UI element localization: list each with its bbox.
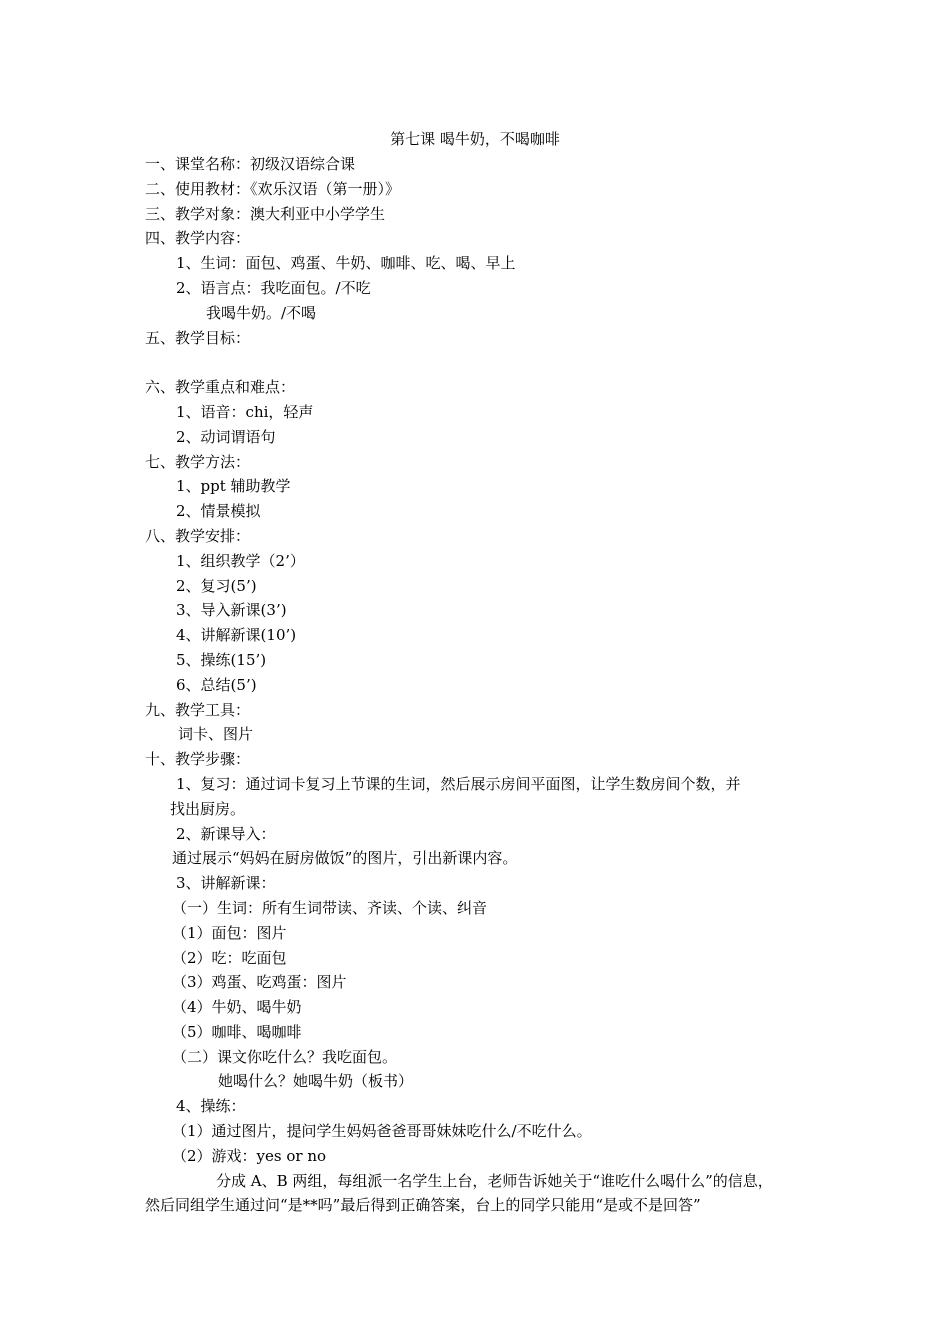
schedule-item-5: 5、操练(15’) — [176, 650, 267, 669]
schedule-item-1: 1、组织教学（2’） — [176, 551, 305, 570]
vocab-item-2: （2）吃：吃面包 — [172, 948, 287, 967]
text-heading: （二）课文你吃什么？我吃面包。 — [172, 1047, 398, 1066]
step-practice: 4、操练： — [176, 1097, 246, 1116]
schedule-item-3: 3、导入新课(3’) — [176, 601, 287, 620]
step-new-lesson: 3、讲解新课： — [176, 874, 276, 893]
schedule-item-4: 4、讲解新课(10’) — [176, 626, 297, 645]
content-item-grammar: 2、语言点：我吃面包。/不吃 — [176, 278, 371, 297]
method-item-2: 2、情景模拟 — [176, 502, 261, 521]
blank-line — [0, 350, 950, 375]
section-heading-10: 十、教学步骤： — [145, 750, 251, 769]
schedule-item-2: 2、复习(5’) — [176, 576, 257, 595]
vocab-item-3: （3）鸡蛋、吃鸡蛋：图片 — [172, 973, 347, 992]
step-intro-detail: 通过展示“妈妈在厨房做饭”的图片，引出新课内容。 — [172, 849, 518, 868]
section-heading-6: 六、教学重点和难点： — [145, 378, 296, 397]
section-heading-5: 五、教学目标： — [145, 328, 251, 347]
tools-item: 词卡、图片 — [178, 725, 254, 744]
key-point-2: 2、动词谓语句 — [176, 427, 276, 446]
method-item-1: 1、ppt 辅助教学 — [176, 477, 291, 496]
vocab-item-5: （5）咖啡、喝咖啡 — [172, 1022, 302, 1041]
section-heading-1: 一、课堂名称：初级汉语综合课 — [145, 155, 356, 173]
lesson-body — [0, 152, 950, 1218]
section-heading-2: 二、使用教材：《欢乐汉语（第一册）》 — [145, 179, 401, 198]
key-point-1: 1、语音：chi，轻声 — [176, 402, 314, 421]
section-heading-9: 九、教学工具： — [145, 700, 251, 719]
practice-item-2: （2）游戏：yes or no — [172, 1146, 327, 1165]
vocab-heading: （一）生词：所有生词带读、齐读、个读、纠音 — [172, 898, 488, 917]
text-line-2: 她喝什么？她喝牛奶（板书） — [218, 1072, 414, 1091]
step-intro: 2、新课导入： — [176, 824, 276, 843]
section-heading-8: 八、教学安排： — [145, 526, 251, 545]
vocab-item-1: （1）面包：图片 — [172, 923, 287, 942]
section-heading-7: 七、教学方法： — [145, 452, 251, 471]
step-review: 1、复习：通过词卡复习上节课的生词，然后展示房间平面图，让学生数房间个数，并 — [176, 774, 741, 793]
section-heading-4: 四、教学内容： — [145, 229, 251, 248]
vocab-item-4: （4）牛奶、喝牛奶 — [172, 998, 302, 1017]
section-heading-3: 三、教学对象：澳大利亚中小学学生 — [145, 204, 386, 223]
lesson-title: 第七课 喝牛奶，不喝咖啡 — [390, 130, 560, 148]
game-description-cont: 然后同组学生通过问“是**吗”最后得到正确答案，台上的同学只能用“是或不是回答” — [145, 1196, 701, 1215]
step-review-cont: 找出厨房。 — [170, 799, 246, 818]
content-item-vocabulary: 1、生词：面包、鸡蛋、牛奶、咖啡、吃、喝、早上 — [176, 254, 516, 273]
game-description: 分成 A、B 两组，每组派一名学生上台，老师告诉她关于“谁吃什么喝什么”的信息， — [216, 1171, 773, 1190]
practice-item-1: （1）通过图片，提问学生妈妈爸爸哥哥妹妹吃什么/不吃什么。 — [172, 1122, 592, 1141]
schedule-item-6: 6、总结(5’) — [176, 675, 257, 694]
content-item-grammar-2: 我喝牛奶。/不喝 — [206, 303, 317, 322]
